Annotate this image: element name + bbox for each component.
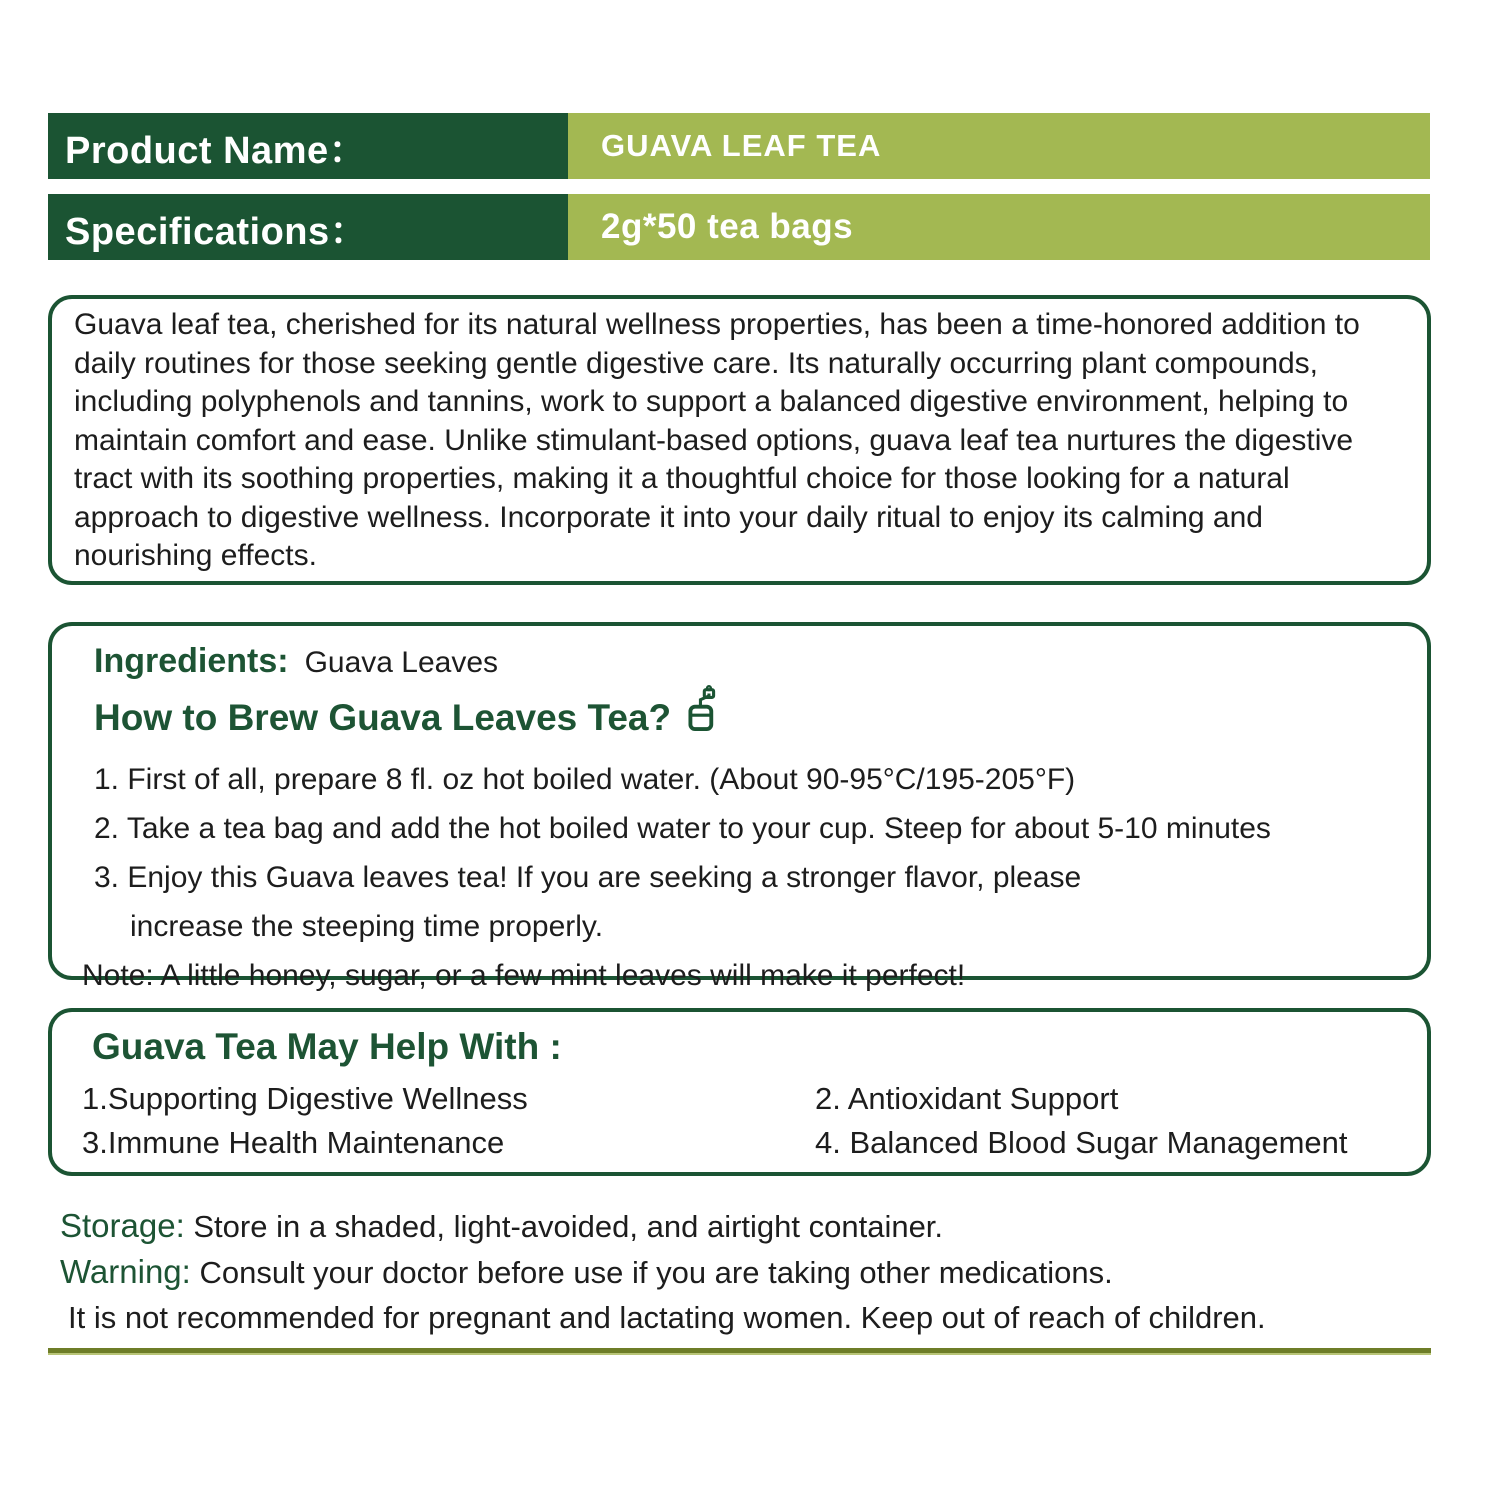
benefit-item-3: 3.Immune Health Maintenance bbox=[82, 1125, 505, 1160]
benefits-title: Guava Tea May Help With : bbox=[92, 1026, 562, 1067]
product-name-label: Product Name： bbox=[48, 113, 568, 179]
benefit-item-2: 2. Antioxidant Support bbox=[815, 1081, 1119, 1116]
storage-label: Storage: bbox=[60, 1207, 185, 1244]
warning-line-2: It is not recommended for pregnant and lactating women. Keep out of reach of children. bbox=[68, 1300, 1266, 1335]
benefit-item-1: 1.Supporting Digestive Wellness bbox=[82, 1081, 528, 1116]
warning-line bbox=[60, 1249, 1452, 1295]
tea-bag-icon bbox=[685, 685, 719, 744]
description-box bbox=[48, 295, 1431, 585]
brew-note: Note: A little honey, sugar, or a few mint leaves will make it perfect! bbox=[82, 959, 966, 992]
brew-steps bbox=[82, 760, 1401, 996]
brewing-box bbox=[48, 622, 1431, 992]
specifications-label: Specifications： bbox=[48, 194, 568, 260]
ingredients-value: Guava Leaves bbox=[304, 646, 499, 679]
specifications-bar bbox=[48, 194, 1430, 260]
product-name-bar bbox=[48, 113, 1430, 179]
specifications-value: 2g*50 tea bags bbox=[568, 194, 1430, 260]
benefits-box bbox=[48, 1008, 1431, 1176]
warning-label: Warning: bbox=[60, 1253, 191, 1290]
storage-line bbox=[60, 1203, 1452, 1249]
benefits-list bbox=[82, 1078, 1403, 1163]
description-text: Guava leaf tea, cherished for its natural wellness properties, has been a time-honored addition to daily routines for those seeking gentle digestive care. Its naturally occurring plant compounds, including polyphenols and tannins, work to support a balanced digestive environment, helping to maintain comfort and ease. Unlike stimulant-based options, guava leaf tea nurtures the digestive tract with its soothing properties, making it a thoughtful choice for those looking for a natural approach to digestive wellness. Incorporate it into your daily ritual to enjoy its calming and nourishing effects. bbox=[74, 308, 1360, 572]
howto-title: How to Brew Guava Leaves Tea? bbox=[94, 696, 672, 738]
bottom-divider bbox=[48, 1348, 1431, 1355]
warning-text: Consult your doctor before use if you are taking other medications. bbox=[199, 1255, 1113, 1290]
brew-step-3: 3. Enjoy this Guava leaves tea! If you are seeking a stronger flavor, please bbox=[94, 861, 1082, 894]
brew-step-3-continuation: increase the steeping time properly. bbox=[130, 910, 604, 943]
care-section bbox=[60, 1203, 1452, 1340]
benefit-item-4: 4. Balanced Blood Sugar Management bbox=[815, 1125, 1348, 1160]
brew-step-1: 1. First of all, prepare 8 fl. oz hot boiled water. (About 90-95°C/195-205°F) bbox=[94, 763, 1076, 796]
storage-text: Store in a shaded, light-avoided, and airtight container. bbox=[193, 1209, 944, 1244]
product-name-value: GUAVA LEAF TEA bbox=[568, 113, 1430, 179]
brew-step-2: 2. Take a tea bag and add the hot boiled water to your cup. Steep for about 5-10 minutes bbox=[94, 812, 1271, 845]
howto-line bbox=[94, 691, 1401, 744]
ingredients-label: Ingredients: bbox=[94, 642, 289, 680]
ingredients-line bbox=[94, 641, 1401, 683]
